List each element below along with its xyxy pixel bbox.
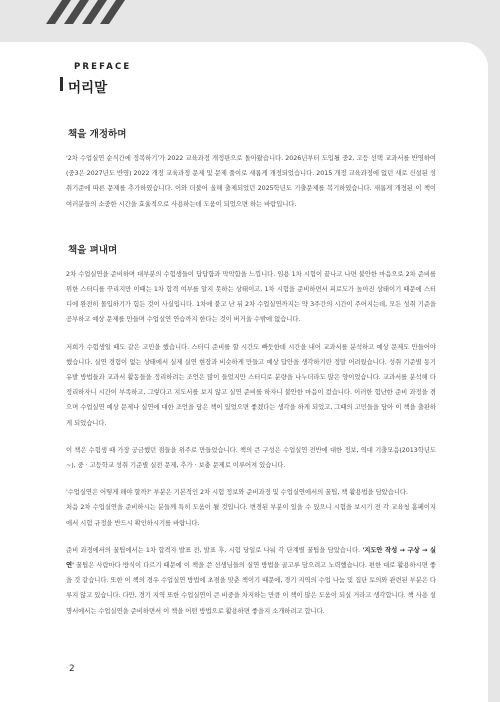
preface-label: PREFACE (74, 62, 132, 72)
page-number: 2 (69, 664, 75, 674)
highlight-phrase: '지도안 작성 → 구상 → 실연' (66, 546, 436, 570)
paragraph: '2차 수업실연 순식간에 정복하기'가 2022 교육과정 개정판으로 돌아왔습니다. 2026년부터 도입될 중2, 고등 선택 교과서를 반영하여(중3은 2027년도 반영) 2022 개정 교육과정 문제 및 문제 풀이로 새롭게 개정되었습니다. 2015 개정 교육과정에 없던 새로 신설된 성취기준에 따른 문제를 추가하였습니다. 이와 더불어 올해 출제되었던 2025학년도 기출문제를 복기하였습니다. 새롭게 개정된 이 책이 여러분들의 소중한 시간을 효율적으로 사용하는데 도움이 되었으면 하는 바람입니다. (66, 155, 436, 208)
paragraph-with-highlight: 준비 과정에서의 꿀팁에서는 1차 합격자 발표 전, 발표 후, 시험 당일로 나눠 각 단계별 꿀팁을 담았습니다. '지도안 작성 → 구상 → 실연' 꿀팁은 사람마다 방식이 다르기 때문에 이 책을 쓴 선생님들의 실연 방법을 골고루 담으려고 노력했습니다. 편한 대로 활용하시면 좋을 것 같습니다. 또한 이 책의 경우 수업실연 방법에 초점을 맞춘 책이기 때문에, 경기 지역의 수업 나눔 및 집단 토의와 관련된 부분은 다루지 않고 있습니다. 다만, 경기 지역 또한 수업실연이 큰 비중을 차지하는 만큼 이 책이 많은 도움이 되실 거라고 생각합니다. 책 사용 설명서에서는 수업실연을 준비하면서 이 책을 어떤 방법으로 활용하면 좋을지 소개하려고 합니다. (66, 546, 436, 615)
title-accent-bar (60, 77, 63, 91)
paragraph: 2차 수업실연을 준비하며 대부분의 수험생들이 답답함과 막막함을 느낍니다. 임용 1차 시험이 끝나고 나면 불안한 마음으로 2차 준비를 위한 스터디를 꾸리지만 이때는 1차 합격 여부를 알지 못하는 상태이고, 1차 시험을 준비하면서 피로도가 높아진 상태이기 때문에 스터디에 완전히 몰입하기가 힘든 것이 사실입니다. 1차에 붙고 난 뒤 2차 수업실연까지는 약 3주간의 시간이 주어지는데, 모든 성취 기준을 공부하고 예상 문제를 만들며 수업실연 연습까지 한다는 것이 버거울 수밖에 없습니다. (66, 270, 436, 324)
title-row (60, 76, 131, 96)
paragraph: 저희가 수험생일 때도 같은 고민을 했습니다. 스터디 준비를 할 시간도 빠듯한데 시간을 내어 교과서를 분석하고 예상 문제도 만들어야 했습니다. 실연 경험이 없는 상태에서 실제 실연 현장과 비슷하게 만들고 예상 답안을 생각하기란 정말 어려웠습니다. 성취 기준별 동기유발 방법들과 교과서 활동들을 정리하려는 조언은 많이 들었지만 스터디로 분량을 나누더라도 많은 양이었습니다. 교과서를 분석해 다 정리하자니 시간이 부족하고, 그렇다고 지도서를 보지 않고 실연 준비를 하자니 불안한 마음이 컸습니다. 이러한 험난한 준비 과정을 겪으며 수업실연 예상 문제나 실연에 대한 조언을 담은 책이 있었으면 좋겠다는 생각을 하게 되었고, 그때의 고민들을 담아 이 책을 출판하게 되었습니다. (66, 343, 436, 427)
paragraph: '수업실연은 어떻게 해야 할까?' 부분은 기본적인 2차 시험 정보와 준비과정 및 수업실연에서의 꿀팁, 책 활용법을 담았습니다. 처음 2차 수업실연을 준비하시는 분들께 특히 도움이 될 것입니다. 변경된 부분이 있을 수 있으니 시험을 보시기 전 각 교육청 홈페이지에서 시험 규정을 반드시 확인하시기를 바랍니다. (66, 489, 436, 527)
page-title: 머리말 (68, 80, 108, 96)
section-publishing (66, 242, 436, 619)
decorative-stripes-icon (40, 0, 126, 24)
paragraph: 이 책은 수험생 때 가장 궁금했던 점들을 위주로 만들었습니다. 책의 큰 구성은 수업실연 전반에 대한 정보, 역대 기출모음(2013학년도~), 중 · 고등학교 성취 기준별 실전 문제, 추가 · 보충 문제로 이루어져 있습니다. (66, 446, 436, 470)
section-title: 책을 펴내며 (68, 244, 118, 256)
page-header (60, 62, 131, 96)
page-content (66, 126, 436, 619)
document-page (0, 42, 488, 702)
section-revision (66, 126, 436, 212)
section-title: 책을 개정하며 (68, 129, 127, 140)
